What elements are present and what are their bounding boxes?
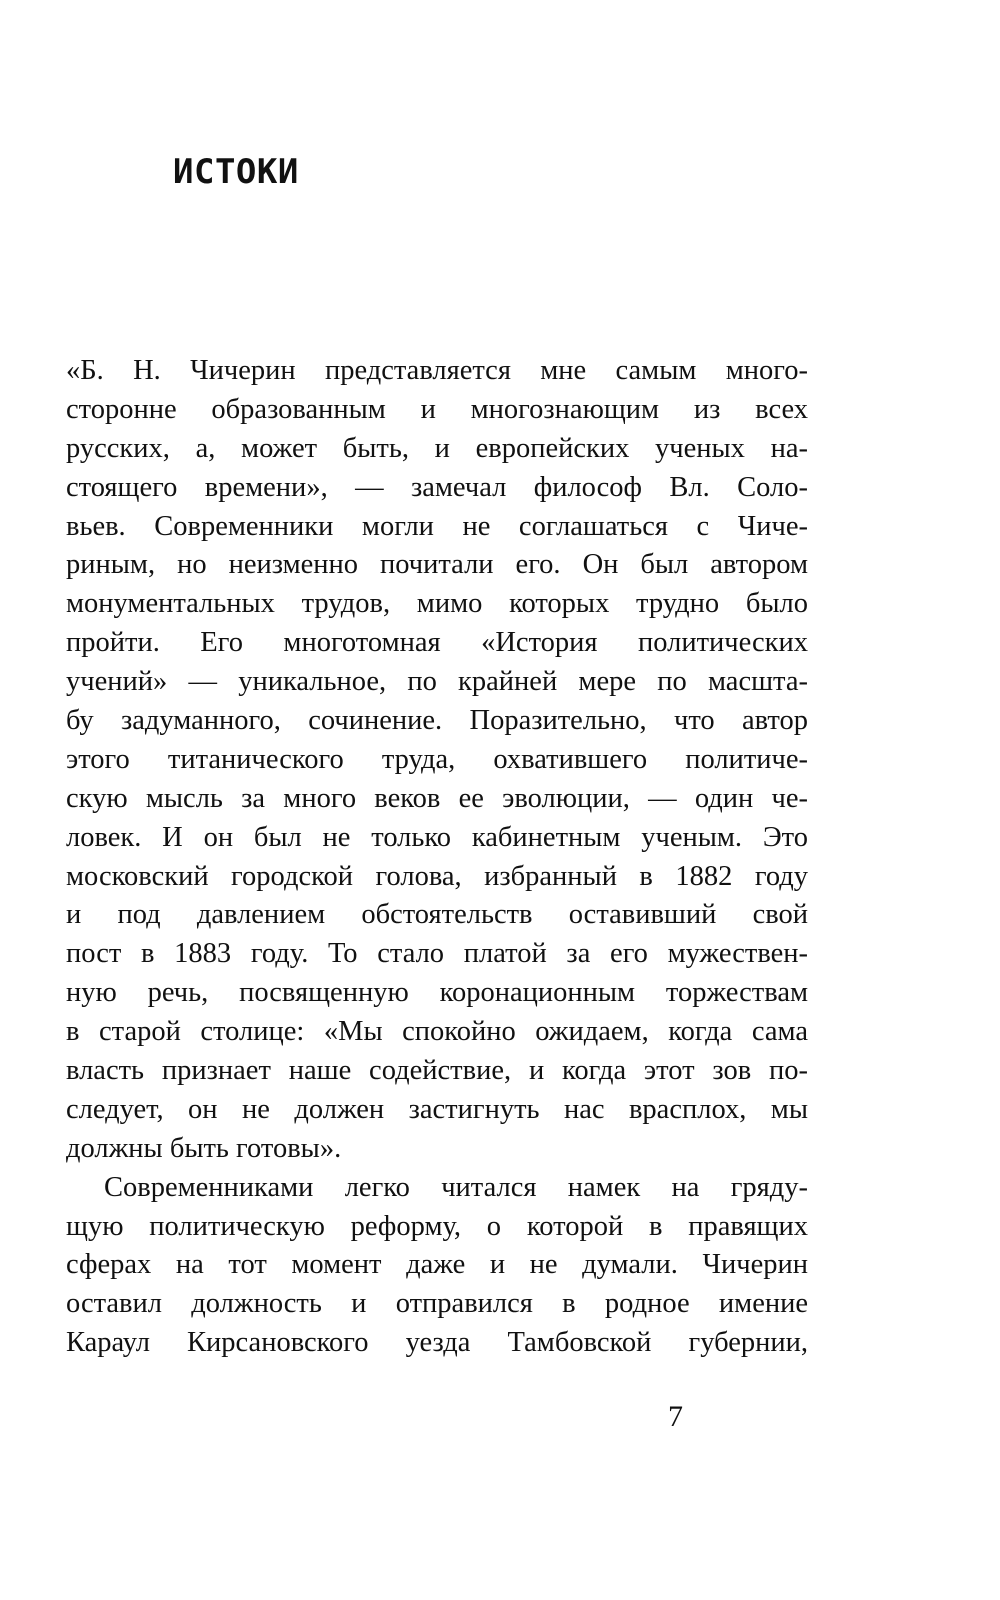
- text-line: монументальных трудов, мимо которых трудно было: [66, 588, 808, 620]
- page-number: 7: [668, 1400, 683, 1433]
- text-line: сферах на тот момент даже и не думали. Чичерин: [66, 1249, 808, 1281]
- text-line: риным, но неизменно почитали его. Он был автором: [66, 549, 808, 581]
- text-line: должны быть готовы».: [66, 1132, 342, 1164]
- text-line: в старой столице: «Мы спокойно ожидаем, когда сама: [66, 1016, 808, 1048]
- text-line: вьев. Современники могли не соглашаться с Чиче-: [66, 510, 808, 542]
- paragraph-1: [66, 352, 808, 1169]
- text-line: русских, а, может быть, и европейских ученых на-: [66, 432, 808, 464]
- text-line: московский городской голова, избранный в 1882 году: [66, 860, 808, 892]
- text-line: сторонне образованным и многознающим из всех: [66, 393, 808, 425]
- chapter-title: ИСТОКИ: [173, 152, 299, 192]
- text-line: скую мысль за много веков ее эволюции, — один че-: [66, 782, 808, 814]
- text-line: ловек. И он был не только кабинетным ученым. Это: [66, 821, 808, 853]
- text-line: оставил должность и отправился в родное имение: [66, 1288, 808, 1320]
- text-line: бу задуманного, сочинение. Поразительно, что автор: [66, 705, 808, 737]
- text-line: ную речь, посвященную коронационным торжествам: [66, 977, 808, 1009]
- text-line: учений» — уникальное, по крайней мере по масшта-: [66, 666, 808, 698]
- text-line: власть признает наше содействие, и когда этот зов по-: [66, 1055, 808, 1087]
- text-line: пройти. Его многотомная «История политических: [66, 627, 808, 659]
- body-text: [66, 352, 808, 1363]
- paragraph-2: [66, 1169, 808, 1363]
- text-line: Современниками легко читался намек на гряду-: [104, 1171, 808, 1203]
- text-line: и под давлением обстоятельств оставивший свой: [66, 899, 808, 931]
- text-line: щую политическую реформу, о которой в правящих: [66, 1210, 808, 1242]
- text-line: следует, он не должен застигнуть нас врасплох, мы: [66, 1093, 808, 1125]
- text-line: Караул Кирсановского уезда Тамбовской губернии,: [66, 1327, 808, 1359]
- text-line: пост в 1883 году. То стало платой за его мужествен-: [66, 938, 808, 970]
- text-line: стоящего времени», — замечал философ Вл. Соло-: [66, 471, 808, 503]
- text-line: «Б. Н. Чичерин представляется мне самым много-: [66, 355, 808, 386]
- text-line: этого титанического труда, охватившего политиче-: [66, 743, 808, 775]
